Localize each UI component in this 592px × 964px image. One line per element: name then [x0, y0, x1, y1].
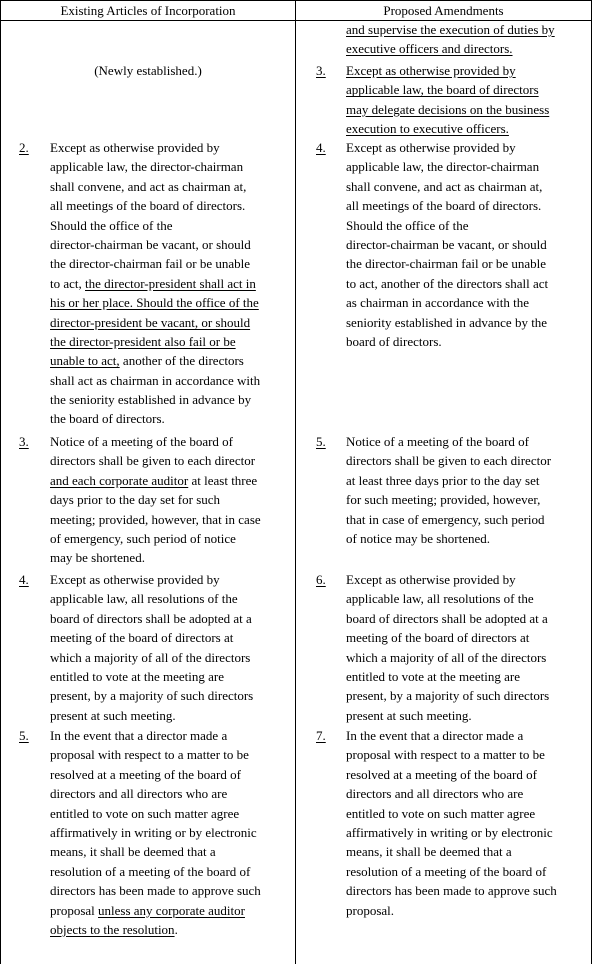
text-run: Except as otherwise provided by [50, 140, 220, 155]
text-line [346, 881, 582, 900]
article-text [50, 432, 288, 568]
text-line [50, 881, 288, 900]
text-line [50, 726, 288, 745]
text-line [346, 862, 582, 881]
text-line [50, 196, 288, 215]
text-line [346, 490, 582, 509]
text-line [346, 216, 582, 235]
text-line [50, 862, 288, 881]
text-line [346, 706, 582, 725]
text-run: applicable law, all resolutions of the [50, 591, 238, 607]
text-line [50, 409, 288, 428]
text-line [346, 100, 582, 119]
text-line [346, 254, 582, 273]
amended-text-run: and supervise the execution of duties by [346, 22, 555, 37]
article-number: 4. [316, 140, 326, 155]
text-run: Should the office of the [50, 217, 173, 233]
text-line [346, 667, 582, 686]
text-run: proposal with respect to a matter to be [346, 747, 545, 763]
text-line [346, 842, 582, 861]
article-number: 6. [316, 572, 326, 587]
text-run: proposal [50, 902, 99, 918]
header-proposed-amendments: Proposed Amendments [383, 3, 504, 18]
amended-text-run: unable to act, [50, 353, 120, 369]
table-left-border [0, 0, 1, 964]
text-line [346, 628, 582, 647]
text-run: shall convene, and act as chairman at, [346, 178, 543, 194]
amended-text-run: director-president be vacant, or should [50, 314, 251, 330]
text-line [346, 784, 582, 803]
text-run: may be shortened. [50, 550, 145, 566]
text-line [346, 138, 582, 157]
text-run: present, by a majority of such directors [346, 688, 550, 704]
text-line [50, 589, 288, 608]
text-run: another of the directors [119, 353, 244, 369]
text-run: means, it shall be deemed that a [50, 844, 216, 860]
text-run: present at such meeting. [50, 707, 176, 723]
amended-text-run: objects to the resolution [50, 921, 175, 937]
text-run: Except as otherwise provided by [50, 572, 220, 587]
text-line [50, 706, 288, 725]
text-line [50, 609, 288, 628]
text-run: the board of directors. [50, 411, 165, 427]
article-text [50, 570, 288, 725]
text-run: to act, another of the directors shall act [346, 275, 549, 291]
text-run: proposal. [346, 902, 395, 918]
text-run: days prior to the day set for such [50, 492, 221, 508]
text-line [346, 745, 582, 764]
text-run: meeting; provided, however, that in case [50, 511, 261, 527]
text-line [346, 529, 582, 548]
text-line [50, 901, 288, 920]
text-line [50, 765, 288, 784]
text-line [50, 529, 288, 548]
text-line [50, 332, 288, 351]
article-text [346, 61, 582, 139]
text-line [346, 61, 582, 80]
text-run: present at such meeting. [346, 707, 472, 723]
article-number: 3. [19, 434, 29, 449]
text-run: Notice of a meeting of the board of [346, 434, 530, 449]
text-run: the seniority established in advance by [50, 392, 252, 408]
text-run: shall convene, and act as chairman at, [50, 178, 247, 194]
text-line [50, 920, 288, 939]
text-run: of emergency, such period of notice [50, 530, 236, 546]
text-run: resolution of a meeting of the board of [346, 863, 547, 879]
text-run: entitled to vote on such matter agree [346, 805, 536, 821]
text-run: applicable law, the director-chairman [50, 159, 244, 175]
article-number: 5. [19, 728, 29, 743]
text-line [346, 804, 582, 823]
text-line [50, 138, 288, 157]
text-line [346, 648, 582, 667]
text-run: resolved at a meeting of the board of [50, 766, 241, 782]
text-line [346, 823, 582, 842]
text-line [50, 216, 288, 235]
text-run: meeting of the board of directors at [346, 630, 530, 646]
text-line [346, 332, 582, 351]
article-text [346, 432, 582, 548]
text-line [50, 371, 288, 390]
text-line [50, 235, 288, 254]
amended-text-run: and each corporate auditor [50, 472, 189, 488]
text-line [346, 471, 582, 490]
amended-text-run: his or her place. Should the office of the [50, 295, 259, 311]
text-line [346, 686, 582, 705]
text-line [346, 80, 582, 99]
text-run: Except as otherwise provided by [346, 572, 516, 587]
text-line [50, 648, 288, 667]
text-line [50, 451, 288, 470]
text-line [50, 784, 288, 803]
text-line [346, 274, 582, 293]
text-run: for such meeting; provided, however, [346, 492, 541, 508]
newly-established-note: (Newly established.) [94, 63, 202, 78]
text-line [346, 765, 582, 784]
amended-text-run: unless any corporate auditor [98, 902, 245, 918]
text-run: of notice may be shortened. [346, 530, 491, 546]
text-run: shall act as chairman in accordance with [50, 372, 261, 388]
text-line [50, 157, 288, 176]
text-line [50, 351, 288, 370]
text-run: which a majority of all of the directors [346, 649, 547, 665]
header-existing-articles: Existing Articles of Incorporation [60, 3, 236, 18]
text-run: In the event that a director made a [346, 728, 524, 743]
text-line [346, 901, 582, 920]
text-line [346, 570, 582, 589]
text-run: proposal with respect to a matter to be [50, 747, 249, 763]
text-line [346, 196, 582, 215]
text-line [50, 548, 288, 567]
text-run: to act, [50, 275, 86, 291]
text-run: applicable law, the director-chairman [346, 159, 540, 175]
article-text [50, 138, 288, 429]
text-run: board of directors. [346, 333, 442, 349]
text-run: directors shall be given to each director [346, 453, 552, 469]
text-run: at least three [188, 472, 258, 488]
text-line [346, 177, 582, 196]
text-run: Should the office of the [346, 217, 469, 233]
text-line [50, 804, 288, 823]
text-run: the director-chairman fail or be unable [50, 256, 251, 272]
text-run: directors and all directors who are [346, 786, 524, 802]
text-run: resolved at a meeting of the board of [346, 766, 537, 782]
text-run: seniority established in advance by the [346, 314, 548, 330]
text-line [50, 390, 288, 409]
text-run: meeting of the board of directors at [50, 630, 234, 646]
text-line [50, 628, 288, 647]
text-line [50, 842, 288, 861]
text-run: directors has been made to approve such [50, 883, 261, 899]
text-line [50, 686, 288, 705]
amended-text-run: may delegate decisions on the business [346, 101, 550, 117]
amended-text-run: the director-president also fail or be [50, 333, 236, 349]
amended-text-run: executive officers and directors. [346, 41, 513, 57]
text-run: entitled to vote on such matter agree [50, 805, 240, 821]
text-line [346, 726, 582, 745]
text-run: that in case of emergency, such period [346, 511, 545, 527]
article-number: 5. [316, 434, 326, 449]
text-line [346, 313, 582, 332]
text-run: directors shall be given to each director [50, 453, 256, 469]
article-number: 2. [19, 140, 29, 155]
text-line [346, 432, 582, 451]
amended-text-run: execution to executive officers. [346, 121, 509, 137]
text-run: director-chairman be vacant, or should [346, 236, 547, 252]
amended-text-run: Except as otherwise provided by [346, 63, 516, 78]
text-run: means, it shall be deemed that a [346, 844, 512, 860]
text-line [50, 274, 288, 293]
text-line [50, 293, 288, 312]
text-run: affirmatively in writing or by electronic [50, 824, 257, 840]
article-text [346, 726, 582, 920]
text-run: resolution of a meeting of the board of [50, 863, 251, 879]
text-run: board of directors shall be adopted at a [346, 610, 548, 626]
text-line [50, 177, 288, 196]
text-line [346, 293, 582, 312]
text-run: at least three days prior to the day set [346, 472, 540, 488]
text-line [50, 745, 288, 764]
text-line [50, 667, 288, 686]
text-run: entitled to vote at the meeting are [50, 668, 224, 684]
amended-text-run: applicable law, the board of directors [346, 82, 539, 98]
text-line [346, 451, 582, 470]
text-line [50, 313, 288, 332]
text-run: board of directors shall be adopted at a [50, 610, 252, 626]
text-line [50, 570, 288, 589]
text-run: entitled to vote at the meeting are [346, 668, 520, 684]
text-run: . [174, 921, 178, 937]
text-line [346, 235, 582, 254]
text-line [50, 510, 288, 529]
text-line [346, 510, 582, 529]
text-run: In the event that a director made a [50, 728, 228, 743]
text-run: present, by a majority of such directors [50, 688, 254, 704]
text-run: Except as otherwise provided by [346, 140, 516, 155]
column-divider [295, 0, 296, 964]
text-run: which a majority of all of the directors [50, 649, 251, 665]
text-run: applicable law, all resolutions of the [346, 591, 534, 607]
text-line [50, 432, 288, 451]
text-line [346, 119, 582, 138]
text-run: affirmatively in writing or by electronic [346, 824, 553, 840]
text-run: all meetings of the board of directors. [346, 198, 542, 214]
text-line [346, 589, 582, 608]
text-line [50, 823, 288, 842]
text-line [50, 254, 288, 273]
text-run: directors has been made to approve such [346, 883, 557, 899]
article-number: 4. [19, 572, 29, 587]
text-line [50, 471, 288, 490]
amended-text-run: the director-president shall act in [85, 275, 256, 291]
continuation-text [346, 20, 582, 59]
text-run: directors and all directors who are [50, 786, 228, 802]
article-text [346, 570, 582, 725]
article-text [50, 726, 288, 939]
text-line [346, 20, 582, 39]
text-line [346, 157, 582, 176]
text-run: as chairman in accordance with the [346, 295, 529, 311]
text-line [346, 39, 582, 58]
text-run: Notice of a meeting of the board of [50, 434, 234, 449]
article-text [346, 138, 582, 351]
article-number: 7. [316, 728, 326, 743]
text-line [50, 490, 288, 509]
text-line [346, 609, 582, 628]
text-run: the director-chairman fail or be unable [346, 256, 547, 272]
text-run: director-chairman be vacant, or should [50, 236, 251, 252]
article-number: 3. [316, 63, 326, 78]
text-run: all meetings of the board of directors. [50, 198, 246, 214]
